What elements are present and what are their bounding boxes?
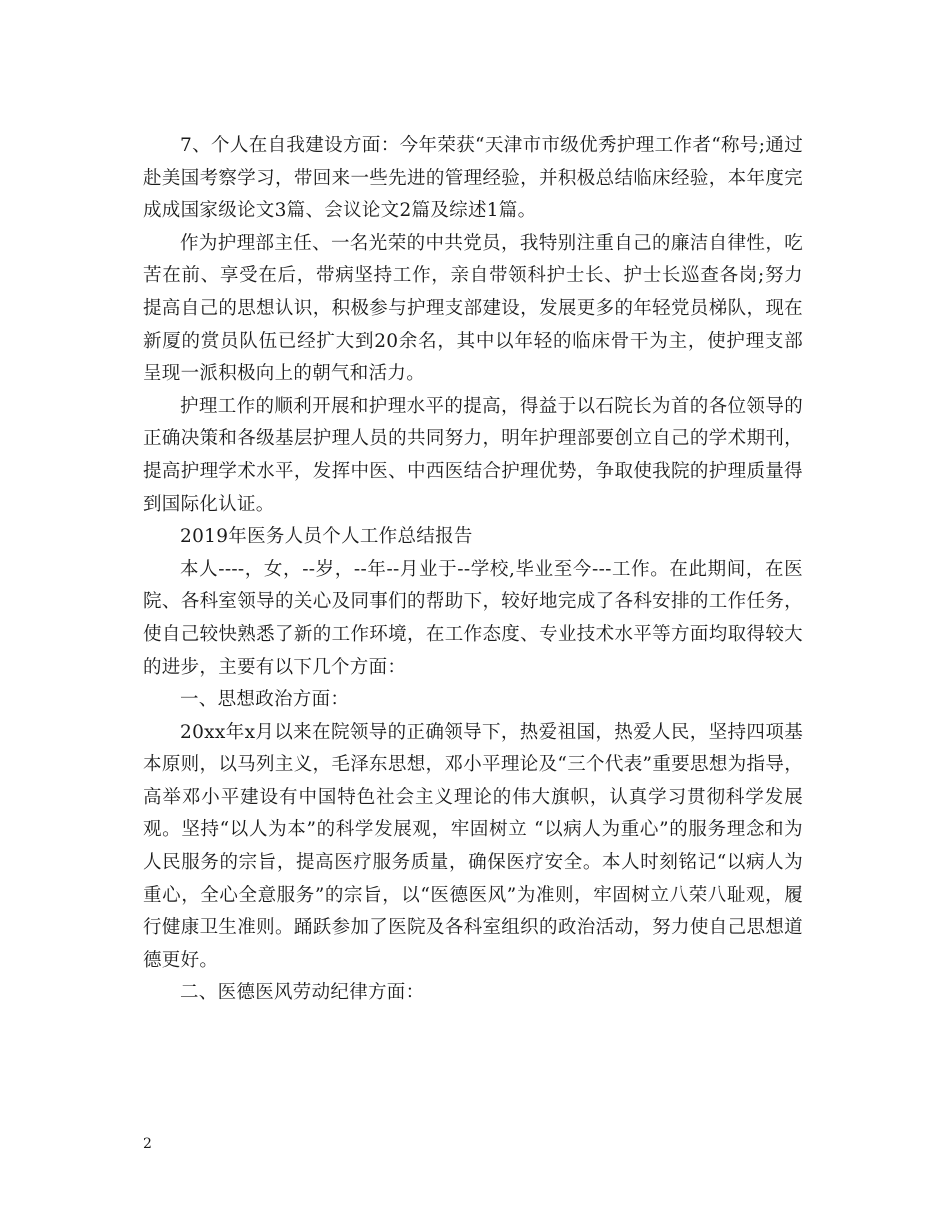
paragraph-nursing-progress: 护理工作的顺利开展和护理水平的提高，得益于以石院长为首的各位领导的正确决策和各级基层护理人员的共同努力，明年护理部要创立自己的学术期刊，提高护理学术水平，发挥中医、中西医结合护理优势，争取使我院的护理质量得到国际化认证。	[143, 395, 803, 515]
section-heading-political: 一、思想政治方面：	[180, 689, 350, 711]
page-number: 2	[143, 1136, 152, 1152]
document-body	[143, 130, 803, 1010]
paragraph-political: 20xx年x月以来在院领导的正确领导下，热爱祖国，热爱人民，坚持四项基本原则，以马列主义，毛泽东思想，邓小平理论及“三个代表”重要思想为指导，高举邓小平建设有中国特色社会主义理论的伟大旗帜，认真学习贯彻科学发展观。坚持“以人为本”的科学发展观，牢固树立 “以病人为重心”的服务理念和为人民服务的宗旨，提高医疗服务质量，确保医疗安全。本人时刻铭记“以病人为重心，全心全意服务”的宗旨，以“医德医风”为准则，牢固树立八荣八耻观，履行健康卫生准则。踊跃参加了医院及各科室组织的政治活动，努力使自己思想道德更好。	[143, 721, 803, 971]
section-heading-ethics: 二、医德医风劳动纪律方面：	[180, 982, 425, 1004]
paragraph-self-development: 7、个人在自我建设方面：今年荣获“天津市市级优秀护理工作者“称号;通过赴美国考察学习，带回来一些先进的管理经验，并积极总结临床经验，本年度完成成国家级论文3篇、会议论文2篇及综述1篇。	[143, 135, 803, 222]
report-title: 2019年医务人员个人工作总结报告	[180, 526, 473, 548]
paragraph-party-member: 作为护理部主任、一名光荣的中共党员，我特别注重自己的廉洁自律性，吃苦在前、享受在后，带病坚持工作，亲自带领科护士长、护士长巡查各岗;努力提高自己的思想认识，积极参与护理支部建设，发展更多的年轻党员梯队，现在新厦的赏员队伍已经扩大到20余名，其中以年轻的临床骨干为主，使护理支部呈现一派积极向上的朝气和活力。	[143, 232, 803, 385]
paragraph-introduction: 本人----，女，--岁，--年--月业于--学校,毕业至今---工作。在此期间，在医院、各科室领导的关心及同事们的帮助下，较好地完成了各科安排的工作任务，使自己较快熟悉了新的工作环境，在工作态度、专业技术水平等方面均取得较大的进步，主要有以下几个方面：	[143, 558, 803, 678]
